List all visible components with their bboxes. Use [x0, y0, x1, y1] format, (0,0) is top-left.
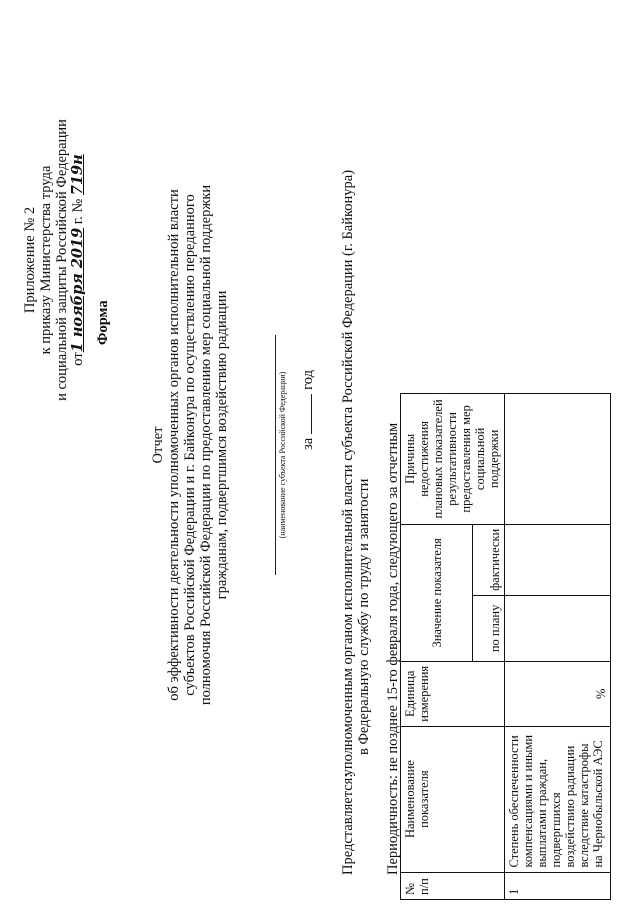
- submission-value-line-1: уполномоченным органом исполнительной власти субъекта Российской Федерации (г. Байконура): [340, 169, 356, 777]
- appendix-header: [22, 70, 86, 450]
- number-prefix: г. №: [70, 198, 86, 225]
- row-fact: [505, 524, 611, 595]
- row-unit: %: [505, 661, 611, 726]
- period-prefix: за: [300, 437, 316, 450]
- report-period: [300, 310, 317, 510]
- header-reasons: Причины недостижения плановых показателей результативности предоставления мер социальной поддержки: [401, 394, 505, 525]
- periodicity-value: не позднее 15-го февраля года, следующего за отчетным: [385, 422, 401, 772]
- header-name: Наименование показателя: [401, 726, 505, 872]
- submission-label: Представляется:: [340, 773, 356, 875]
- date-prefix: от: [70, 352, 86, 366]
- periodicity-label: Периодичность:: [385, 775, 401, 875]
- row-reason: [505, 394, 611, 525]
- row-plan: [505, 595, 611, 661]
- subject-name-caption: (наименование субъекта Российской Федерации): [278, 371, 287, 539]
- report-title-line-4: гражданам, подвергшимся воздействию радиации: [214, 290, 230, 600]
- appendix-number: Приложение № 2: [22, 206, 38, 314]
- header-unit: Единица измерения: [401, 661, 505, 726]
- form-label: Форма: [95, 300, 111, 345]
- header-fact: фактически: [473, 524, 505, 595]
- row-num: 1: [505, 872, 611, 899]
- subject-name-line: [275, 335, 276, 575]
- submission-block: [340, 55, 372, 875]
- report-title-line-1: об эффективности деятельности уполномоченных органов исполнительной власти: [166, 189, 182, 701]
- order-date-number: [70, 70, 86, 450]
- handwritten-number: 719н: [69, 154, 86, 196]
- period-blank: [301, 394, 312, 434]
- order-ministry-line: к приказу Министерства труда: [38, 165, 54, 355]
- header-value: Значение показателя: [401, 524, 473, 661]
- report-title-block: [150, 135, 230, 755]
- indicators-table: [400, 393, 611, 900]
- submission-value-line-2: в Федеральную службу по труду и занятости: [356, 478, 372, 755]
- report-title-line-3: полномочия Российской Федерации по предоставлению мер социальной поддержки: [198, 184, 214, 706]
- header-num: № п/п: [401, 872, 505, 899]
- table-row: [505, 394, 611, 900]
- period-suffix: год: [300, 370, 316, 390]
- report-title-line-2: субъектов Российской Федерации и г. Байконура по осуществлению переданного: [182, 194, 198, 696]
- row-name: Степень обеспеченности компенсациями и иными выплатами граждан, подвергшихся воздействию радиации вследствие катастрофы на Чернобыльской АЭС: [505, 726, 611, 872]
- order-ministry-line-2: и социальной защиты Российской Федерации: [54, 119, 70, 401]
- table-header-row: [401, 394, 473, 900]
- header-plan: по плану: [473, 595, 505, 661]
- handwritten-date: 1 ноября 2019: [69, 227, 86, 353]
- report-title: Отчет: [150, 426, 166, 464]
